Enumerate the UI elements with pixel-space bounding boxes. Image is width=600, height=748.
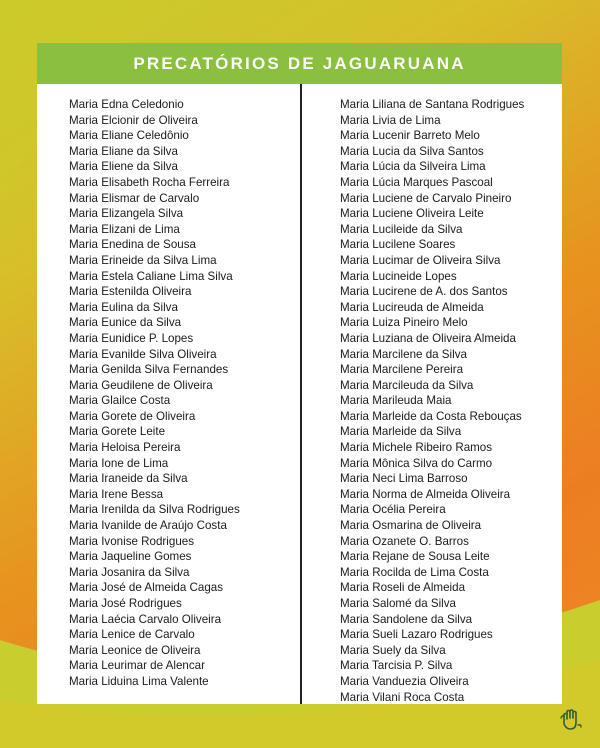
name-entry: Maria Lucilene Soares: [340, 238, 456, 252]
name-entry: Maria Roseli de Almeida: [340, 581, 466, 595]
name-entry: Maria Gorete Leite: [69, 425, 166, 439]
name-entry: Maria Vanduezia Oliveira: [340, 674, 469, 688]
name-entry: Maria Irenilda da Silva Rodrigues: [69, 503, 240, 517]
name-entry: Maria Gorete de Oliveira: [69, 409, 196, 423]
name-entry: Maria Heloisa Pereira: [69, 441, 181, 455]
name-entry: Maria Enedina de Sousa: [69, 238, 196, 252]
name-entry: Maria Marcilene da Silva: [340, 347, 467, 361]
names-panel: [37, 43, 562, 704]
name-entry: Maria Erineide da Silva Lima: [69, 253, 217, 267]
name-entry: Maria Marcileuda da Silva: [340, 378, 474, 392]
name-entry: Maria Luziana de Oliveira Almeida: [340, 331, 516, 345]
column-divider: [300, 84, 302, 704]
page-title: PRECATÓRIOS DE JAGUARUANA: [37, 43, 562, 84]
name-entry: Maria Lucineide Lopes: [340, 269, 457, 283]
name-entry: Maria Iraneide da Silva: [69, 472, 188, 486]
name-entry: Maria Lúcia da Silveira Lima: [340, 160, 486, 174]
name-entry: Maria Eunidice P. Lopes: [69, 331, 194, 345]
name-entry: Maria Luiza Pineiro Melo: [340, 316, 468, 330]
name-entry: Maria Genilda Silva Fernandes: [69, 363, 229, 377]
name-entry: Maria Ozanete O. Barros: [340, 534, 469, 548]
name-entry: Maria Marileuda Maia: [340, 394, 452, 408]
name-entry: Maria Elizangela Silva: [69, 207, 184, 221]
name-entry: Maria Vilani Roca Costa: [340, 690, 465, 704]
name-entry: Maria Rejane de Sousa Leite: [340, 550, 490, 564]
name-entry: Maria Salomé da Silva: [340, 597, 456, 610]
name-entry: Maria Lucia da Silva Santos: [340, 144, 484, 158]
name-entry: Maria Liliana de Santana Rodrigues: [340, 98, 525, 111]
name-entry: Maria Lucireuda de Almeida: [340, 300, 484, 314]
name-entry: Maria Evanilde Silva Oliveira: [69, 347, 217, 361]
name-entry: Maria Elisabeth Rocha Ferreira: [69, 175, 230, 189]
name-entry: Maria Océlia Pereira: [340, 503, 446, 517]
name-entry: Maria Marleide da Costa Rebouças: [340, 409, 522, 423]
name-entry: Maria Estenilda Oliveira: [69, 285, 192, 299]
name-entry: Maria Lucenir Barreto Melo: [340, 129, 480, 143]
name-entry: Maria Leurimar de Alencar: [69, 659, 205, 673]
name-entry: Maria Michele Ribeiro Ramos: [340, 441, 493, 455]
name-entry: Maria Sandolene da Silva: [340, 612, 473, 626]
name-entry: Maria Glailce Costa: [69, 394, 171, 408]
name-entry: Maria Jaqueline Gomes: [69, 550, 192, 564]
name-entry: Maria Elismar de Carvalo: [69, 191, 200, 205]
hand-logo-icon: [558, 707, 584, 733]
name-entry: Maria Marleide da Silva: [340, 425, 462, 439]
name-entry: Maria Marcilene Pereira: [340, 363, 464, 377]
name-entry: Maria Tarcisia P. Silva: [340, 659, 453, 673]
name-entry: Maria Lucimar de Oliveira Silva: [340, 253, 501, 267]
name-entry: Maria Elizani de Lima: [69, 222, 180, 236]
name-entry: Maria Eulina da Silva: [69, 300, 178, 314]
name-entry: Maria Eunice da Silva: [69, 316, 182, 330]
name-entry: Maria Edna Celedonio: [69, 98, 184, 111]
name-entry: Maria Mônica Silva do Carmo: [340, 456, 493, 470]
name-entry: Maria Ivanilde de Araújo Costa: [69, 519, 227, 533]
name-entry: Maria Laécia Carvalo Oliveira: [69, 612, 222, 626]
name-entry: Maria Rocilda de Lima Costa: [340, 565, 489, 579]
name-entry: Maria Neci Lima Barroso: [340, 472, 468, 486]
names-list-right: [340, 97, 524, 705]
name-entry: Maria Eliane da Silva: [69, 144, 178, 158]
name-entry: Maria Eliane Celedônio: [69, 129, 189, 143]
name-entry: Maria Sueli Lazaro Rodrigues: [340, 628, 493, 642]
name-entry: Maria Luciene de Carvalo Pineiro: [340, 191, 512, 205]
name-entry: Maria Geudilene de Oliveira: [69, 378, 213, 392]
name-entry: Maria Lucirene de A. dos Santos: [340, 285, 508, 299]
name-entry: Maria Luciene Oliveira Leite: [340, 207, 484, 221]
name-entry: Maria Estela Caliane Lima Silva: [69, 269, 233, 283]
name-entry: Maria Liduina Lima Valente: [69, 674, 209, 688]
name-entry: Maria Ione de Lima: [69, 456, 169, 470]
name-entry: Maria Lucileide da Silva: [340, 222, 463, 236]
name-entry: Maria Lenice de Carvalo: [69, 628, 195, 642]
names-list-left: [69, 97, 240, 690]
name-entry: Maria Irene Bessa: [69, 487, 164, 501]
name-entry: Maria Josanira da Silva: [69, 565, 190, 579]
name-entry: Maria Eliene da Silva: [69, 160, 178, 174]
name-entry: Maria Osmarina de Oliveira: [340, 519, 482, 533]
name-entry: Maria Lúcia Marques Pascoal: [340, 175, 493, 189]
name-entry: Maria Norma de Almeida Oliveira: [340, 487, 511, 501]
name-entry: Maria Elcionir de Oliveira: [69, 113, 198, 127]
name-entry: Maria Suely da Silva: [340, 643, 446, 657]
name-entry: Maria Livia de Lima: [340, 113, 441, 127]
name-entry: Maria Leonice de Oliveira: [69, 643, 201, 657]
name-entry: Maria Ivonise Rodrigues: [69, 534, 195, 548]
name-entry: Maria José de Almeida Cagas: [69, 581, 224, 595]
name-entry: Maria José Rodrigues: [69, 597, 182, 610]
